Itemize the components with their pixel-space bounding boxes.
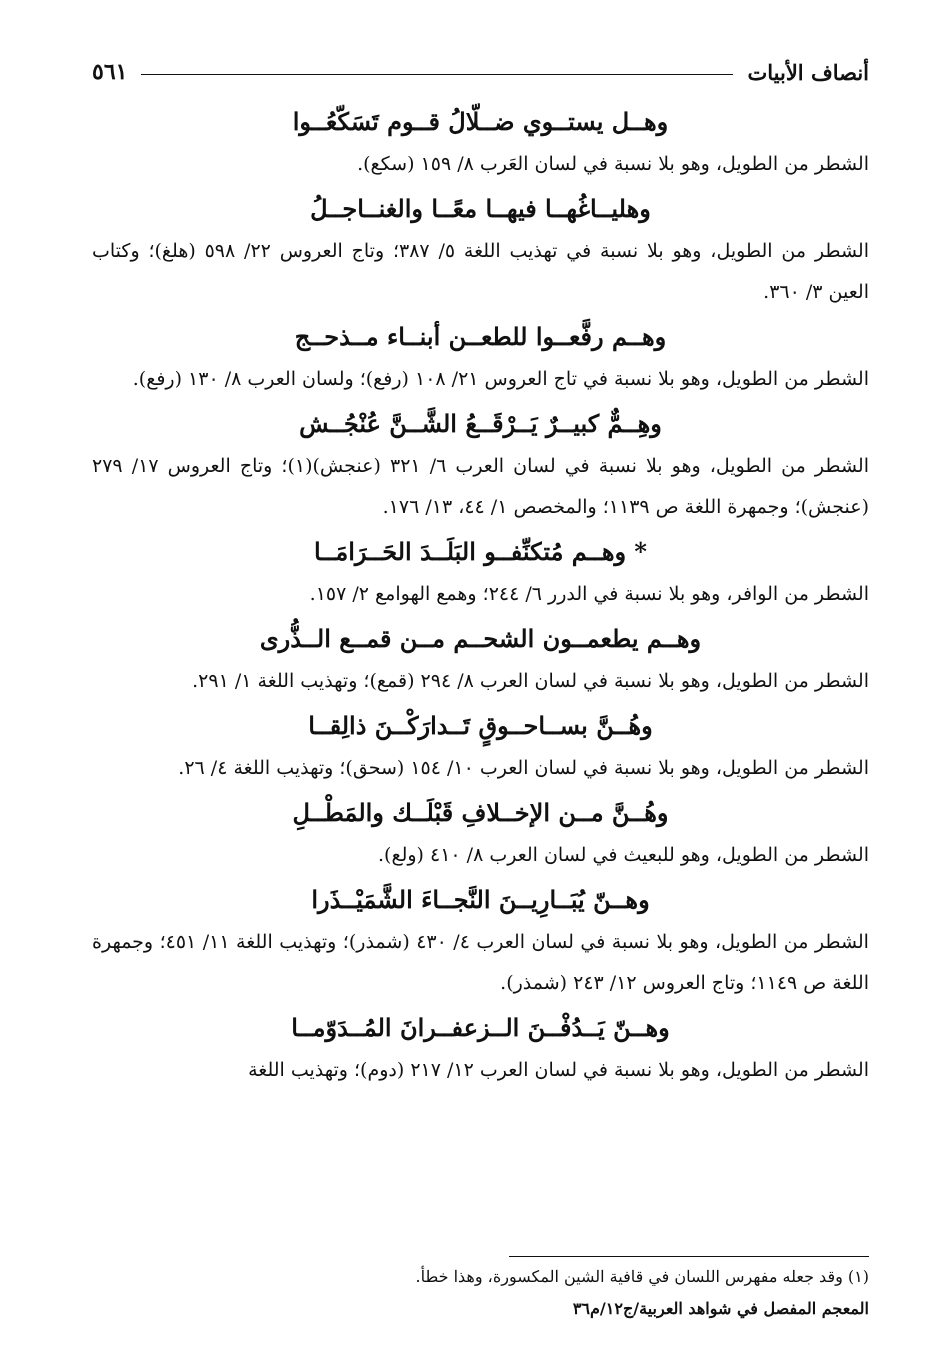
running-title: أنصاف الأبيات — [747, 59, 869, 85]
verse-entry — [92, 791, 869, 876]
verse-note: الشطر من الطويل، وهو بلا نسبة في لسان العرب ١٠/ ١٥٤ (سحق)؛ وتهذيب اللغة ٤/ ٢٦. — [178, 757, 869, 779]
verse-entry — [92, 704, 869, 789]
verse-list — [92, 100, 869, 1093]
page-header — [92, 52, 869, 92]
verse-entry — [92, 878, 869, 1004]
verse-entry — [92, 315, 869, 400]
verse-line: وهــنّ يُبَــارِيــنَ النَّجــاءَ الشَّمَيْــذَرا — [311, 885, 650, 914]
verse-note: الشطر من الطويل، وهو بلا نسبة في تاج العروس ٢١/ ١٠٨ (رفع)؛ ولسان العرب ٨/ ١٣٠ (رفع). — [132, 368, 869, 390]
verse-line: وهــم يطعمــون الشحــم مــن قمــع الــذُّرى — [259, 624, 702, 653]
verse-entry — [92, 402, 869, 528]
verse-note: الشطر من الطويل، وهو بلا نسبة في لسان العرب ١٢/ ٢١٧ (دوم)؛ وتهذيب اللغة — [248, 1059, 869, 1081]
verse-note: الشطر من الطويل، وهو بلا نسبة في لسان العَرب ٨/ ١٥٩ (سكع). — [357, 153, 869, 175]
footnote: (١) وقد جعله مفهرس اللسان في قافية الشين المكسورة، وهذا خطأ. — [415, 1267, 869, 1286]
verse-note: الشطر من الوافر، وهو بلا نسبة في الدرر ٦/ ٢٤٤؛ وهمع الهوامع ٢/ ١٥٧. — [309, 583, 869, 605]
verse-line: وهِــمٌّ كبيــرٌ يَــرْقَــعُ الشَّــنَّ عُنْجُــش — [299, 409, 662, 438]
footnote-rule — [509, 1256, 869, 1257]
verse-note: الشطر من الطويل، وهو بلا نسبة في لسان العرب ٨/ ٢٩٤ (قمع)؛ وتهذيب اللغة ١/ ٢٩١. — [192, 670, 869, 692]
verse-line: وهــنّ يَــدُفْــنَ الــزعفــرانَ المُــدَوّمــا — [291, 1013, 670, 1042]
verse-line: وهُــنَّ بســاحــوقٍ تَــدارَكْــنَ ذالِقــا — [308, 711, 653, 740]
verse-entry — [92, 617, 869, 702]
verse-entry — [92, 530, 869, 615]
verse-line: وهليــاغُهــا فيهــا معًــا والغنــاجــلُ — [310, 194, 651, 223]
verse-entry — [92, 1006, 869, 1091]
verse-note: الشطر من الطويل، وهو بلا نسبة في تهذيب اللغة ٥/ ٣٨٧؛ وتاج العروس ٢٢/ ٥٩٨ (هلغ)؛ وكتاب العين ٣/ ٣٦٠. — [92, 240, 869, 303]
verse-line: * وهــم مُتكنِّفــو البَلَــدَ الحَــرَامَــا — [314, 537, 647, 566]
verse-note: الشطر من الطويل، وهو بلا نسبة في لسان العرب ٦/ ٣٢١ (عنجش)(١)؛ وتاج العروس ١٧/ ٢٧٩ (عنجش)؛ وجمهرة اللغة ص ١١٣٩؛ والمخصص ١/ ٤٤، ١٣/ ١٧٦. — [92, 455, 869, 518]
verse-line: وهــم رفَّعــوا للطعــن أبنــاء مــذحــج — [294, 322, 667, 351]
page-number: ٥٦١ — [92, 59, 128, 85]
verse-entry — [92, 187, 869, 313]
verse-note: الشطر من الطويل، وهو بلا نسبة في لسان العرب ٤/ ٤٣٠ (شمذر)؛ وتهذيب اللغة ١١/ ٤٥١؛ وجمهرة اللغة ص ١١٤٩؛ وتاج العروس ١٢/ ٢٤٣ (شمذر). — [92, 931, 869, 994]
header-rule — [141, 74, 733, 75]
verse-entry — [92, 100, 869, 185]
verse-line: وهــل يستــوي ضــلّالُ قــوم تَسَكّعُــوا — [292, 107, 669, 136]
verse-note: الشطر من الطويل، وهو للبعيث في لسان العرب ٨/ ٤١٠ (ولع). — [378, 844, 869, 866]
book-footer: المعجم المفصل في شواهد العربية/ج١٢/م٣٦ — [572, 1299, 869, 1318]
verse-line: وهُــنَّ مــن الإخــلافِ قَبْلَــك والمَطْــلِ — [292, 798, 669, 827]
